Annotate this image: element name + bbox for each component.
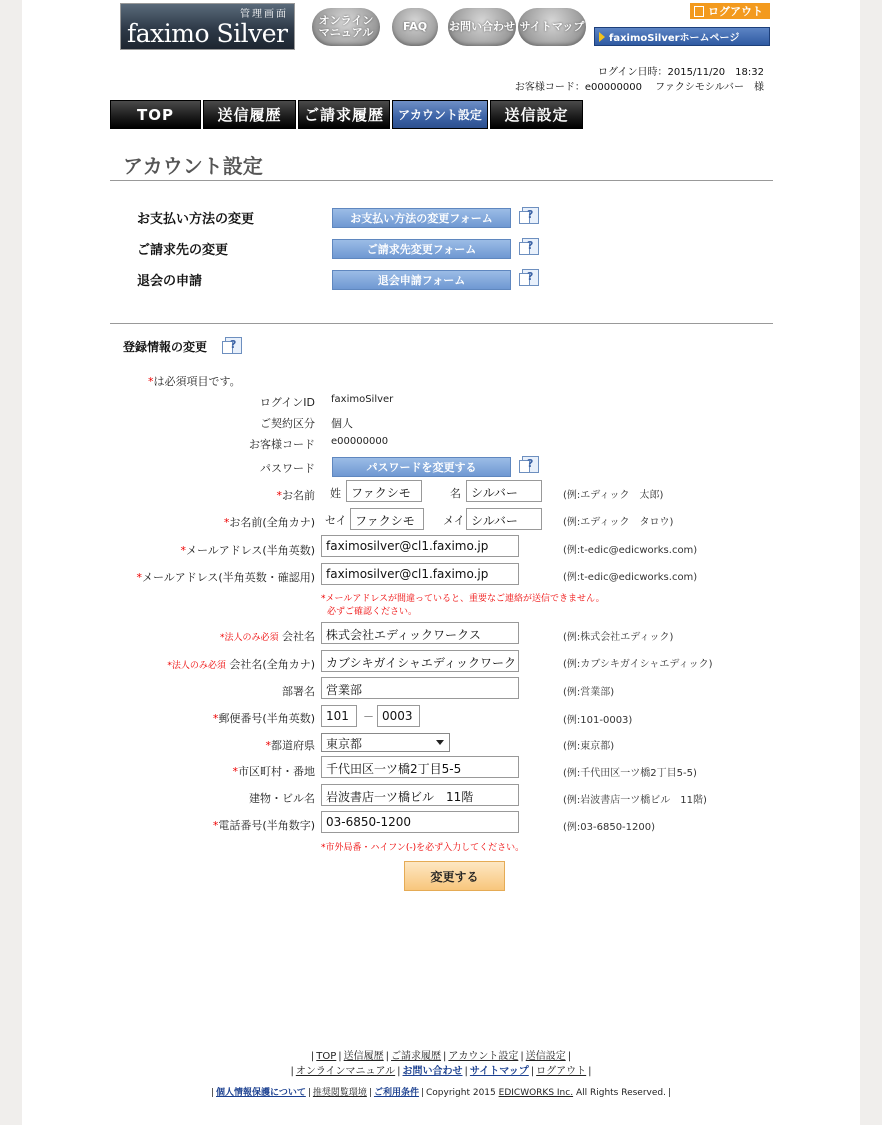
- city-example: (例:千代田区一ツ橋2丁目5-5): [563, 768, 697, 779]
- building-example: (例:岩波書店一ツ橋ビル 11階): [563, 795, 707, 806]
- first-name-kana-input[interactable]: シルバー: [466, 508, 542, 530]
- required-mark-char: *: [219, 633, 225, 643]
- billing-change-form-button[interactable]: ご請求先変更フォーム: [332, 239, 511, 259]
- footer-link-contact[interactable]: お問い合わせ: [402, 1066, 463, 1077]
- divider: [110, 180, 773, 181]
- company-kana-label-text: 会社名(全角カナ): [229, 658, 315, 671]
- logout-icon: [694, 6, 704, 17]
- email-confirm-label-text: メールアドレス(半角英数・確認用): [141, 571, 315, 584]
- email-confirm-example: (例:t-edic@edicworks.com): [563, 572, 698, 583]
- chevron-down-icon: [436, 740, 444, 745]
- required-mark: *: [212, 819, 219, 832]
- city-label: [233, 763, 316, 779]
- company-example: (例:株式会社エディック): [563, 632, 674, 643]
- footer-link-privacy[interactable]: 個人情報保護について: [216, 1088, 306, 1098]
- withdraw-label: 退会の申請: [137, 274, 203, 289]
- rights: All Rights Reserved.: [575, 1088, 666, 1098]
- zip-label: [213, 710, 315, 726]
- page-title: アカウント設定: [123, 154, 263, 178]
- company-input[interactable]: 株式会社エディックワークス: [321, 622, 519, 644]
- company-only-note: 法人のみ必須: [171, 661, 226, 671]
- footer-link-logout[interactable]: ログアウト: [536, 1066, 587, 1077]
- customer-code-value: e00000000: [331, 436, 389, 447]
- logo-subtitle: 管理画面: [240, 9, 288, 20]
- phone-label: [213, 817, 315, 833]
- email-label-text: メールアドレス(半角英数): [185, 544, 315, 557]
- city-label-text: 市区町村・番地: [238, 765, 315, 778]
- department-example: (例:営業部): [563, 687, 615, 698]
- footer-link-environment[interactable]: 推奨閲覧環境: [312, 1088, 367, 1098]
- department-input[interactable]: 営業部: [321, 677, 519, 699]
- email-confirm-input[interactable]: faximosilver@cl1.faximo.jp: [321, 563, 519, 585]
- required-mark: *: [276, 489, 282, 502]
- zip-example: (例:101-0003): [563, 715, 633, 726]
- contact-button[interactable]: お問い合わせ: [448, 8, 516, 46]
- footer-link-account-settings[interactable]: アカウント設定: [448, 1051, 519, 1062]
- required-mark: *: [212, 712, 219, 725]
- required-note: [148, 373, 241, 389]
- company-label-text: 会社名: [282, 630, 315, 643]
- city-input[interactable]: 千代田区一ツ橋2丁目5-5: [321, 756, 519, 778]
- company-only-note: 法人のみ必須: [224, 633, 279, 643]
- company-kana-label: [167, 656, 315, 672]
- login-id-value: faximoSilver: [331, 394, 394, 405]
- required-mark-char: *: [167, 661, 172, 671]
- required-mark: *: [180, 544, 186, 557]
- name-example: (例:エディック 太郎): [563, 490, 664, 501]
- tab-billing-history[interactable]: ご請求履歴: [298, 100, 390, 129]
- email-label: [180, 542, 315, 558]
- zip-dash: －: [363, 710, 374, 723]
- footer-link-top[interactable]: TOP: [316, 1051, 337, 1062]
- homepage-label: faximoSilverホームページ: [609, 33, 740, 44]
- payment-change-label: お支払い方法の変更: [137, 212, 255, 227]
- prefecture-select[interactable]: [321, 733, 450, 752]
- customer-code-label: お客様コード: [249, 438, 315, 451]
- zip-label-text: 郵便番号(半角英数): [218, 712, 315, 725]
- mei-kana-label: メイ: [443, 514, 465, 527]
- help-icon[interactable]: [225, 337, 242, 354]
- required-mark: *: [223, 516, 230, 529]
- logo-title: faximo Silver: [127, 19, 288, 48]
- name-kana-example: (例:エディック タロウ): [563, 517, 674, 528]
- faq-button[interactable]: FAQ: [392, 8, 438, 46]
- contract-label: ご契約区分: [260, 417, 315, 430]
- email-confirm-label: [136, 569, 315, 585]
- help-icon[interactable]: [522, 269, 539, 286]
- footer-link-online-manual[interactable]: オンラインマニュアル: [295, 1066, 396, 1077]
- help-icon[interactable]: [522, 456, 539, 473]
- zip-first-input[interactable]: 101: [321, 705, 357, 727]
- divider: [110, 323, 773, 324]
- email-example: (例:t-edic@edicworks.com): [563, 545, 698, 556]
- last-name-kana-input[interactable]: ファクシモ: [350, 508, 424, 530]
- footer-link-terms[interactable]: ご利用条件: [373, 1088, 419, 1098]
- customer-info: お客様コード：e00000000 ファクシモシルバー 様: [514, 82, 764, 93]
- login-id-label: ログインID: [259, 396, 315, 409]
- copyright: Copyright 2015: [426, 1088, 496, 1098]
- password-label: パスワード: [260, 462, 315, 475]
- building-input[interactable]: 岩波書店一ツ橋ビル 11階: [321, 784, 519, 806]
- prefecture-value: 東京都: [326, 737, 363, 751]
- name-label: [277, 487, 316, 503]
- required-mark: *: [148, 375, 154, 388]
- footer-link-send-settings[interactable]: 送信設定: [525, 1051, 566, 1062]
- footer-link-billing-history[interactable]: ご請求履歴: [391, 1051, 442, 1062]
- required-mark: [220, 633, 279, 643]
- required-mark: *: [265, 739, 271, 752]
- required-mark: *: [136, 571, 142, 584]
- arrow-right-icon: [599, 32, 605, 42]
- last-name-input[interactable]: ファクシモ: [346, 480, 422, 502]
- section-title: 登録情報の変更: [123, 340, 208, 354]
- prefecture-label: [266, 737, 316, 753]
- tab-send-settings[interactable]: 送信設定: [490, 100, 583, 129]
- withdraw-form-button[interactable]: 退会申請フォーム: [332, 270, 511, 290]
- required-note-text: は必須項目です。: [153, 375, 241, 388]
- sei-label: 姓: [330, 487, 341, 500]
- logout-label: ログアウト: [708, 5, 763, 18]
- sei-kana-label: セイ: [325, 514, 347, 527]
- prefecture-label-text: 都道府県: [271, 739, 315, 752]
- email-input[interactable]: faximosilver@cl1.faximo.jp: [321, 535, 519, 557]
- mei-label: 名: [450, 487, 461, 500]
- online-manual-button[interactable]: オンライン マニュアル: [312, 8, 380, 46]
- change-password-button[interactable]: パスワードを変更する: [332, 457, 511, 477]
- email-warning: *メールアドレスが間違っていると、重要なご連絡が送信できません。: [321, 594, 605, 604]
- footer-link-sitemap[interactable]: サイトマップ: [469, 1066, 529, 1077]
- company-label: [220, 628, 315, 644]
- logout-button[interactable]: [690, 3, 770, 19]
- phone-warning: *市外局番・ハイフン(-)を必ず入力してください。: [321, 843, 525, 853]
- department-label: 部署名: [282, 685, 315, 698]
- login-time: ログイン日時：2015/11/20 18:32: [598, 67, 764, 78]
- billing-change-label: ご請求先の変更: [137, 243, 229, 258]
- company-kana-example: (例:カブシキガイシャエディック): [563, 659, 713, 670]
- footer-link-send-history[interactable]: 送信履歴: [343, 1051, 384, 1062]
- phone-input[interactable]: 03-6850-1200: [321, 811, 519, 833]
- tab-account-settings[interactable]: アカウント設定: [392, 100, 488, 129]
- submit-button[interactable]: 変更する: [404, 861, 505, 891]
- name-kana-label-text: お名前(全角カナ): [229, 516, 315, 529]
- prefecture-example: (例:東京都): [563, 741, 615, 752]
- page: [22, 0, 860, 1125]
- footer-nav-row1: | TOP | 送信履歴 | ご請求履歴 | アカウント設定 | 送信設定 |: [310, 1051, 572, 1062]
- first-name-input[interactable]: シルバー: [466, 480, 542, 502]
- phone-example: (例:03-6850-1200): [563, 822, 656, 833]
- faximo-silver-logo[interactable]: [120, 3, 295, 50]
- footer-company-link[interactable]: EDICWORKS Inc.: [498, 1088, 574, 1098]
- phone-label-text: 電話番号(半角数字): [218, 819, 315, 832]
- contract-value: 個人: [331, 417, 353, 430]
- required-mark: [167, 661, 226, 671]
- name-label-text: お名前: [282, 489, 315, 502]
- zip-second-input[interactable]: 0003: [377, 705, 420, 727]
- tab-top[interactable]: TOP: [110, 100, 201, 129]
- email-warning-2: 必ずご確認ください。: [327, 607, 418, 617]
- required-mark: *: [232, 765, 238, 778]
- footer-nav-row2: | オンラインマニュアル | お問い合わせ | サイトマップ | ログアウト |: [290, 1066, 592, 1077]
- homepage-button[interactable]: [594, 27, 770, 46]
- help-icon[interactable]: [522, 207, 539, 224]
- name-kana-label: [224, 514, 315, 530]
- sitemap-button[interactable]: サイトマップ: [518, 8, 586, 46]
- payment-change-form-button[interactable]: お支払い方法の変更フォーム: [332, 208, 511, 228]
- company-kana-input[interactable]: カブシキガイシャエディックワーク: [321, 650, 519, 672]
- building-label: 建物・ビル名: [249, 792, 315, 805]
- footer-legal-row: | 個人情報保護について | 推奨閲覧環境 | ご利用条件 | Copyright 2015 EDICWORKS Inc. All Rights Reserved. |: [210, 1088, 672, 1098]
- tab-send-history[interactable]: 送信履歴: [203, 100, 296, 129]
- help-icon[interactable]: [522, 238, 539, 255]
